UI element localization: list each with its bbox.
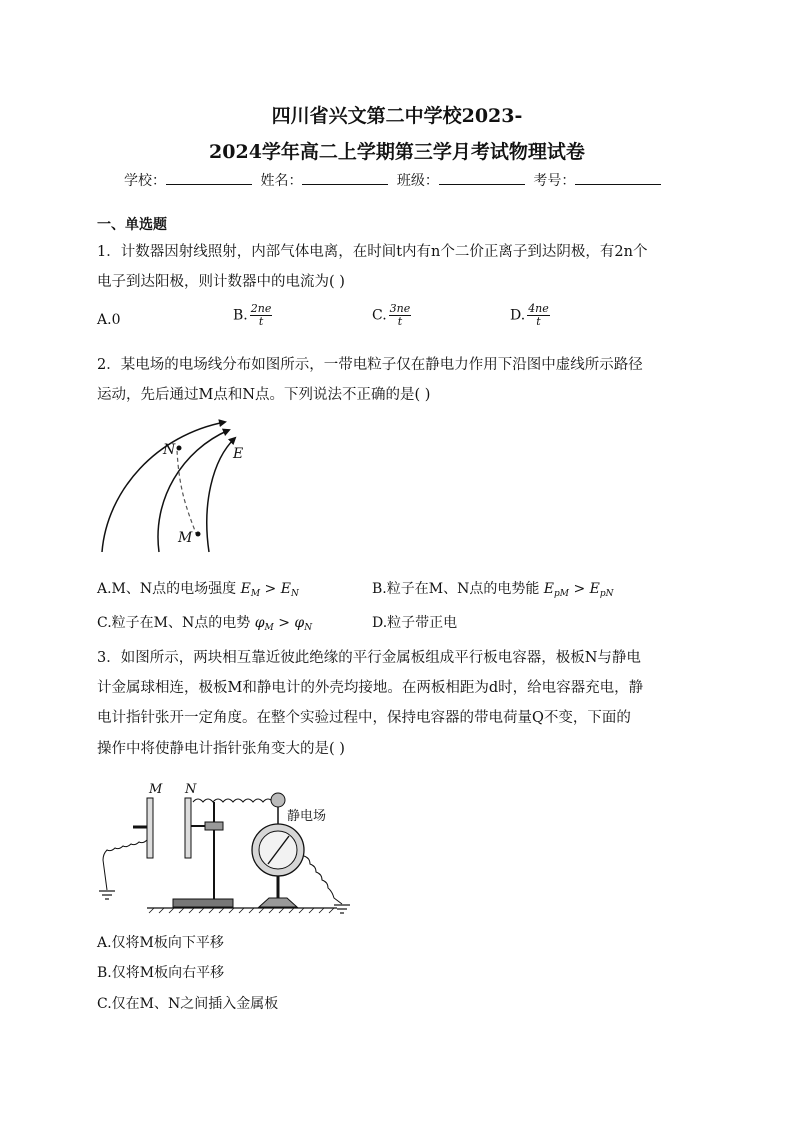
stand-base [173, 899, 233, 907]
fraction: $\frac{4ne}{t}$ [528, 302, 549, 328]
q1-option-d[interactable]: D. $\frac{4ne}{t}$ [510, 302, 549, 328]
q3-line1: 3．如图所示，两块相互靠近彼此绝缘的平行金属板组成平行板电容器，极板N与静电 [97, 650, 641, 666]
name-label: 姓名： [260, 173, 303, 189]
name-blank[interactable] [302, 172, 388, 185]
q2-option-b[interactable]: B.粒子在M、N点的电势能 $E_{pM} > E_{pN}$ [372, 581, 614, 599]
q1-line2: 电子到达阳极，则计数器中的电流为( ) [97, 274, 345, 290]
school-label: 学校： [124, 173, 166, 189]
electroscope-ball [271, 793, 285, 807]
stand-clamp [205, 822, 223, 830]
q1-option-a[interactable]: A.0 [97, 312, 121, 328]
exam-title-line2: 2024学年高二上学期第三学月考试物理试卷 [209, 141, 585, 163]
label-plate-m: M [149, 782, 163, 797]
q3-line4: 操作中将使静电计指针张角变大的是( ) [97, 741, 345, 757]
class-blank[interactable] [439, 172, 525, 185]
ground-hatching [149, 908, 334, 913]
fraction: $\frac{3ne}{t}$ [389, 302, 411, 328]
ground-symbol-left [99, 891, 115, 899]
q3-option-c[interactable]: C.仅在M、N之间插入金属板 [97, 996, 279, 1012]
plate-m [147, 798, 153, 858]
q3-line2: 计金属球相连，极板M和静电计的外壳均接地。在两板相距为d时，给电容器充电，静 [97, 680, 644, 696]
exam-number-label: 考号： [533, 173, 576, 189]
electroscope-feet [259, 898, 297, 907]
point-m [196, 532, 201, 537]
field-line-3 [207, 438, 235, 552]
q2-option-a[interactable]: A.M、N点的电场强度 $E_M > E_N$ [97, 581, 299, 599]
q3-option-b[interactable]: B.仅将M板向右平移 [97, 965, 225, 981]
q1-option-b[interactable]: B. $\frac{2ne}{t}$ [233, 302, 272, 328]
label-e: E [233, 446, 244, 462]
label-m: M [178, 530, 193, 546]
q3-line3: 电计指针张开一定角度。在整个实验过程中，保持电容器的带电荷量Q不变，下面的 [97, 710, 631, 726]
q1-option-c[interactable]: C. $\frac{3ne}{t}$ [372, 302, 411, 328]
q2-line1: 2．某电场的电场线分布如图所示，一带电粒子仅在静电力作用下沿图中虚线所示路径 [97, 357, 643, 373]
q2-option-d[interactable]: D.粒子带正电 [372, 615, 458, 631]
ground-symbol-right [334, 905, 350, 913]
fraction: $\frac{2ne}{t}$ [250, 302, 272, 328]
point-n [177, 446, 182, 451]
particle-path [177, 450, 197, 536]
ground-wire-case [304, 856, 342, 904]
exam-number-blank[interactable] [575, 172, 661, 185]
exam-title-line1: 四川省兴文第二中学校2023- [271, 105, 523, 127]
wire-n-to-ball [193, 798, 277, 802]
q2-line2: 运动，先后通过M点和N点。下列说法不正确的是( ) [97, 387, 431, 403]
student-info-row [124, 170, 665, 190]
school-blank[interactable] [166, 172, 252, 185]
plate-n [185, 798, 191, 858]
section-heading: 一、单选题 [97, 217, 167, 233]
class-label: 班级： [396, 173, 439, 189]
q2-option-c[interactable]: C.粒子在M、N点的电势 $\varphi_M > \varphi_N$ [97, 615, 313, 633]
label-electroscope: 静电场 [287, 809, 327, 824]
capacitor-electroscope-figure [97, 780, 357, 915]
label-n: N [163, 442, 176, 458]
electric-field-figure [97, 410, 257, 560]
q3-option-a[interactable]: A.仅将M板向下平移 [97, 935, 224, 951]
label-plate-n: N [185, 782, 197, 797]
ground-wire-m [103, 840, 147, 890]
q1-line1: 1．计数器因射线照射，内部气体电离，在时间t内有n个二价正离子到达阴极，有2n个 [97, 244, 648, 260]
